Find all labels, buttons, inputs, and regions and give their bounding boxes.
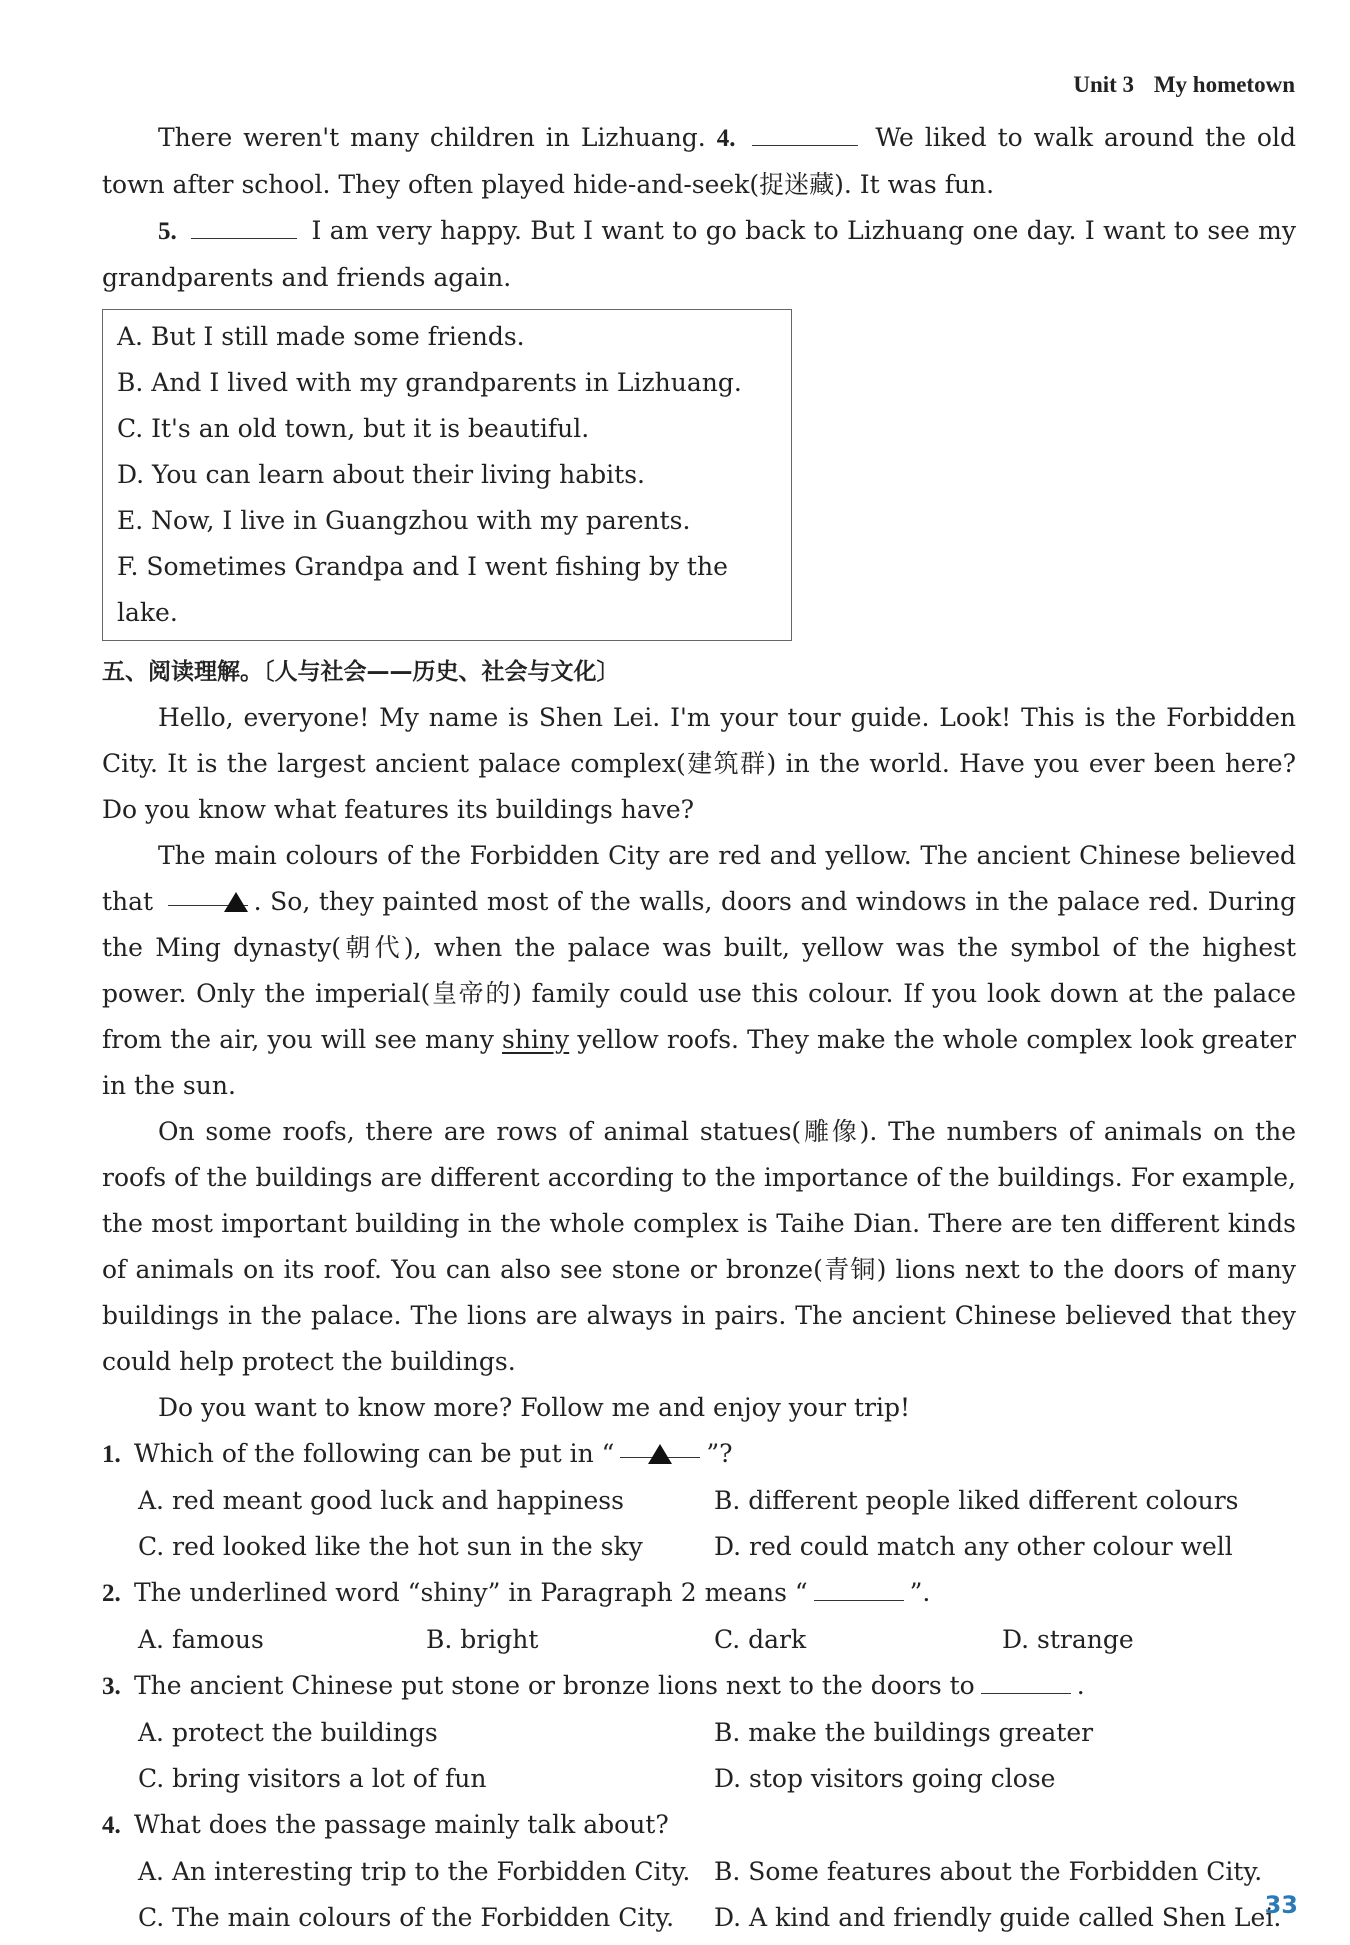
question-text: ”?	[706, 1439, 733, 1468]
answer-blank[interactable]	[981, 1667, 1071, 1694]
choice-option[interactable]: B. bright	[426, 1625, 539, 1654]
answer-blank[interactable]	[191, 212, 297, 239]
choice-list	[102, 1478, 1296, 1570]
passage-paragraph	[102, 833, 1296, 1109]
question	[102, 1570, 1296, 1617]
choice-list	[102, 1617, 1296, 1663]
triangle-blank[interactable]	[620, 1431, 700, 1458]
choice-option[interactable]: C. bring visitors a lot of fun	[138, 1764, 487, 1793]
question	[102, 1431, 1296, 1478]
question-number: 4.	[716, 125, 736, 152]
choice-option[interactable]: A. protect the buildings	[138, 1718, 438, 1747]
choice-option[interactable]: B. Some features about the Forbidden City.	[714, 1857, 1263, 1886]
option-item: F. Sometimes Grandpa and I went fishing by the lake.	[117, 552, 728, 627]
question-number: 2.	[102, 1580, 121, 1607]
question	[102, 1663, 1296, 1710]
passage-paragraph: On some roofs, there are rows of animal statues(雕像). The numbers of animals on the roofs of the buildings are different according to the importance of the buildings. For example, the most important building in the whole complex is Taihe Dian. There are ten different kinds of animals on its roof. You can also see stone or bronze(青铜) lions next to the doors of many buildings in the palace. The lions are always in pairs. The ancient Chinese believed that they could help protect the buildings.	[102, 1117, 1296, 1376]
paragraph-text: We liked to walk around the old town after school. They often played hide-and-seek(捉迷藏). It was fun.	[102, 123, 1296, 199]
choice-option[interactable]: D. red could match any other colour well	[714, 1532, 1233, 1561]
choice-list	[102, 1849, 1296, 1941]
choice-option[interactable]: A. An interesting trip to the Forbidden City.	[138, 1857, 691, 1886]
paragraph-text: . So, they painted most of the walls, doors and windows in the palace red. During the Ming dynasty(朝代), when the palace was built, yellow was the symbol of the highest power. Only the imperial(皇帝的) family could use this colour. If you look down at the palace from the air, you will see many	[102, 887, 1296, 1054]
question-number: 4.	[102, 1812, 121, 1839]
paragraph-text: There weren't many children in Lizhuang.	[158, 123, 706, 152]
choice-option[interactable]: D. stop visitors going close	[714, 1764, 1056, 1793]
question-text: What does the passage mainly talk about?	[134, 1810, 669, 1839]
option-item: A. But I still made some friends.	[117, 322, 525, 351]
unit-title: My hometown	[1153, 72, 1295, 97]
option-item: D. You can learn about their living habits.	[117, 460, 646, 489]
triangle-icon	[224, 892, 248, 912]
answer-blank[interactable]	[752, 119, 858, 146]
choice-list	[102, 1710, 1296, 1802]
passage-paragraph: Hello, everyone! My name is Shen Lei. I'm your tour guide. Look! This is the Forbidden City. It is the largest ancient palace complex(建筑群) in the world. Have you ever been here? Do you know what features its buildings have?	[102, 703, 1296, 824]
question-text: The underlined word “shiny” in Paragraph 2 means “	[134, 1578, 808, 1607]
choice-option[interactable]: B. make the buildings greater	[714, 1718, 1094, 1747]
option-item: C. It's an old town, but it is beautiful.	[117, 414, 590, 443]
question	[102, 1802, 1296, 1849]
choice-option[interactable]: D. A kind and friendly guide called Shen Lei.	[714, 1903, 1282, 1932]
question-number: 5.	[158, 218, 177, 245]
choice-option[interactable]: A. red meant good luck and happiness	[138, 1486, 624, 1515]
paragraph-text: The main colours of the Forbidden City are red and yellow. The ancient Chinese believed that	[102, 841, 1296, 916]
choice-option[interactable]: C. dark	[714, 1625, 807, 1654]
question-text: ”.	[909, 1578, 931, 1607]
choice-option[interactable]: C. red looked like the hot sun in the sky	[138, 1532, 643, 1561]
passage-paragraph	[102, 115, 1296, 208]
page-header	[1073, 72, 1295, 98]
question-text: Which of the following can be put in “	[134, 1439, 615, 1468]
passage-paragraph	[102, 208, 1296, 301]
question-number: 3.	[102, 1673, 121, 1700]
triangle-icon	[648, 1444, 672, 1464]
choice-option[interactable]: A. famous	[138, 1625, 264, 1654]
option-item: E. Now, I live in Guangzhou with my parents.	[117, 506, 691, 535]
option-item: B. And I lived with my grandparents in Lizhuang.	[117, 368, 742, 397]
paragraph-text: yellow roofs. They make the whole complex look greater in the sun.	[102, 1025, 1296, 1100]
options-box	[102, 309, 792, 641]
unit-label: Unit 3	[1073, 72, 1135, 97]
paragraph-text: I am very happy. But I want to go back to Lizhuang one day. I want to see my grandparents and friends again.	[102, 216, 1297, 292]
choice-option[interactable]: C. The main colours of the Forbidden City.	[138, 1903, 675, 1932]
triangle-blank[interactable]	[168, 879, 248, 906]
page-content	[102, 115, 1296, 1941]
choice-option[interactable]: D. strange	[1002, 1625, 1134, 1654]
page-number: 33	[1264, 1891, 1298, 1919]
question-number: 1.	[102, 1441, 121, 1468]
answer-blank[interactable]	[814, 1574, 904, 1601]
underlined-word: shiny	[502, 1025, 570, 1054]
choice-option[interactable]: B. different people liked different colours	[714, 1486, 1239, 1515]
question-text: The ancient Chinese put stone or bronze lions next to the doors to	[134, 1671, 975, 1700]
question-text: .	[1076, 1671, 1085, 1700]
section-title: 五、阅读理解。〔人与社会——历史、社会与文化〕	[102, 659, 620, 685]
passage-paragraph: Do you want to know more? Follow me and enjoy your trip!	[158, 1393, 911, 1422]
